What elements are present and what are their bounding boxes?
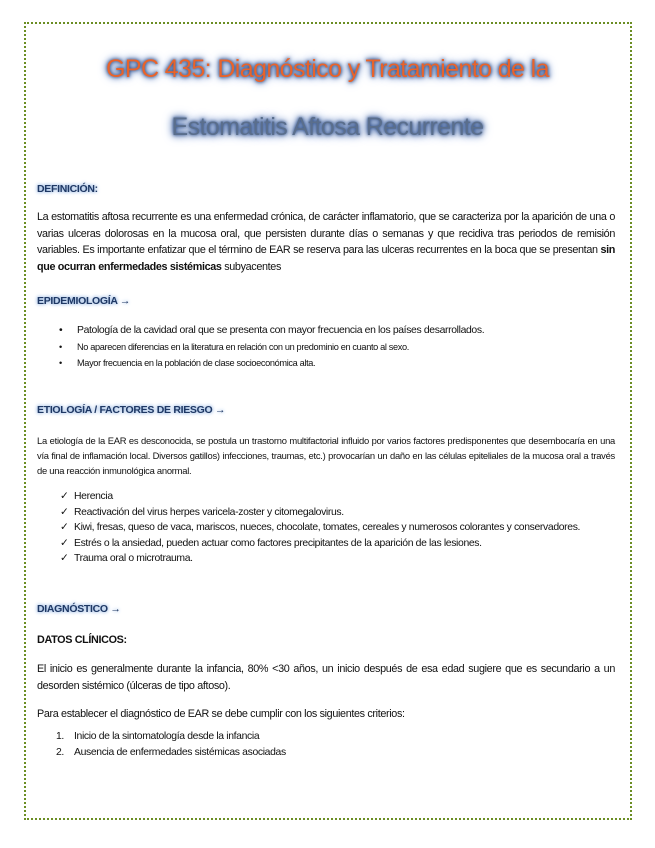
- bullet-icon: •: [59, 325, 63, 336]
- list-item-text: Ausencia de enfermedades sistémicas asociadas: [74, 747, 286, 758]
- document-title-line-1: GPC 435: Diagnóstico y Tratamiento de la: [106, 55, 549, 83]
- list-item-text: Kiwi, fresas, queso de vaca, mariscos, nueces, chocolate, tomates, cereales y numerosos colorantes y conservadores.: [74, 522, 581, 533]
- list-item-text: Reactivación del virus herpes varicela-zoster y citomegalovirus.: [74, 506, 344, 518]
- list-item-text: Herencia: [74, 491, 113, 502]
- list-item-text: Estrés o la ansiedad, pueden actuar como factores precipitantes de la aparición de las lesiones.: [74, 537, 482, 549]
- criterios-list: [37, 729, 615, 761]
- bullet-icon: •: [59, 358, 62, 368]
- document-title-line-2: Estomatitis Aftosa Recurrente: [171, 113, 484, 141]
- checkmark-icon: ✓: [60, 506, 69, 518]
- definicion-bold-text: sin que ocurran enfermedades sistémicas: [37, 244, 615, 273]
- section-heading-definicion: DEFINICIÓN:: [37, 183, 98, 195]
- section-heading-diagnostico: DIAGNÓSTICO →: [37, 603, 121, 615]
- diagnostico-paragraph-2: Para establecer el diagnóstico de EAR se debe cumplir con los siguientes criterios:: [37, 708, 405, 720]
- list-number: 1.: [56, 731, 64, 742]
- list-item-text: Patología de la cavidad oral que se presenta con mayor frecuencia en los países desarrollados.: [77, 325, 485, 336]
- bullet-icon: •: [59, 342, 62, 352]
- list-item-text: Trauma oral o microtrauma.: [74, 553, 193, 564]
- list-item-text: No aparecen diferencias en la literatura en relación con un predominio en cuanto al sexo.: [77, 342, 409, 352]
- definicion-paragraph: [37, 209, 615, 275]
- definicion-text-end: subyacentes: [221, 260, 281, 273]
- list-item: [37, 489, 615, 505]
- checkmark-icon: ✓: [60, 553, 69, 564]
- list-item: [37, 505, 615, 521]
- checkmark-icon: ✓: [60, 491, 69, 502]
- etiologia-checklist: [37, 489, 615, 567]
- list-number: 2.: [56, 747, 64, 758]
- checkmark-icon: ✓: [60, 537, 69, 549]
- list-item-text: Mayor frecuencia en la población de clase socioeconómica alta.: [77, 358, 316, 368]
- section-heading-epidemiologia: EPIDEMIOLOGÍA →: [37, 295, 131, 307]
- list-item-text: Inicio de la sintomatología desde la infancia: [74, 731, 260, 742]
- list-item: [37, 551, 615, 567]
- list-item: [37, 323, 615, 339]
- etiologia-paragraph: La etiología de la EAR es desconocida, se postula un trastorno multifactorial influido por varios factores predisponentes que desembocaría en una vía final de inflamación local. Diversos gatillos) infecciones, traumas, etc.) provocarían un daño en las células epiteliales de la mucosa oral a través de una reacción inmunológica anormal.: [37, 435, 615, 476]
- definicion-text: La estomatitis aftosa recurrente es una enfermedad crónica, de carácter inflamatorio, que se caracteriza por la aparición de una o varias ulceras dolorosas en la mucosa oral, que persisten durante días o semanas y que recidiva tras periodos de remisión variables. Es importante enfatizar que el término de EAR se reserva para las ulceras recurrentes en la boca que se presentan: [37, 211, 615, 256]
- list-item: [37, 355, 615, 371]
- list-item: [37, 729, 615, 745]
- epidemiologia-list: [37, 323, 615, 371]
- list-item: [37, 745, 615, 761]
- list-item: [37, 520, 615, 536]
- list-item: [37, 339, 615, 355]
- diagnostico-paragraph-1: El inicio es generalmente durante la infancia, 80% <30 años, un inicio después de esa edad sugiere que es secundario a un desorden sistémico (úlceras de tipo aftoso).: [37, 663, 615, 692]
- list-item: [37, 536, 615, 552]
- section-heading-etiologia: ETIOLOGÍA / FACTORES DE RIESGO →: [37, 404, 226, 416]
- datos-clinicos-subheading: DATOS CLÍNICOS:: [37, 634, 127, 646]
- checkmark-icon: ✓: [60, 522, 69, 533]
